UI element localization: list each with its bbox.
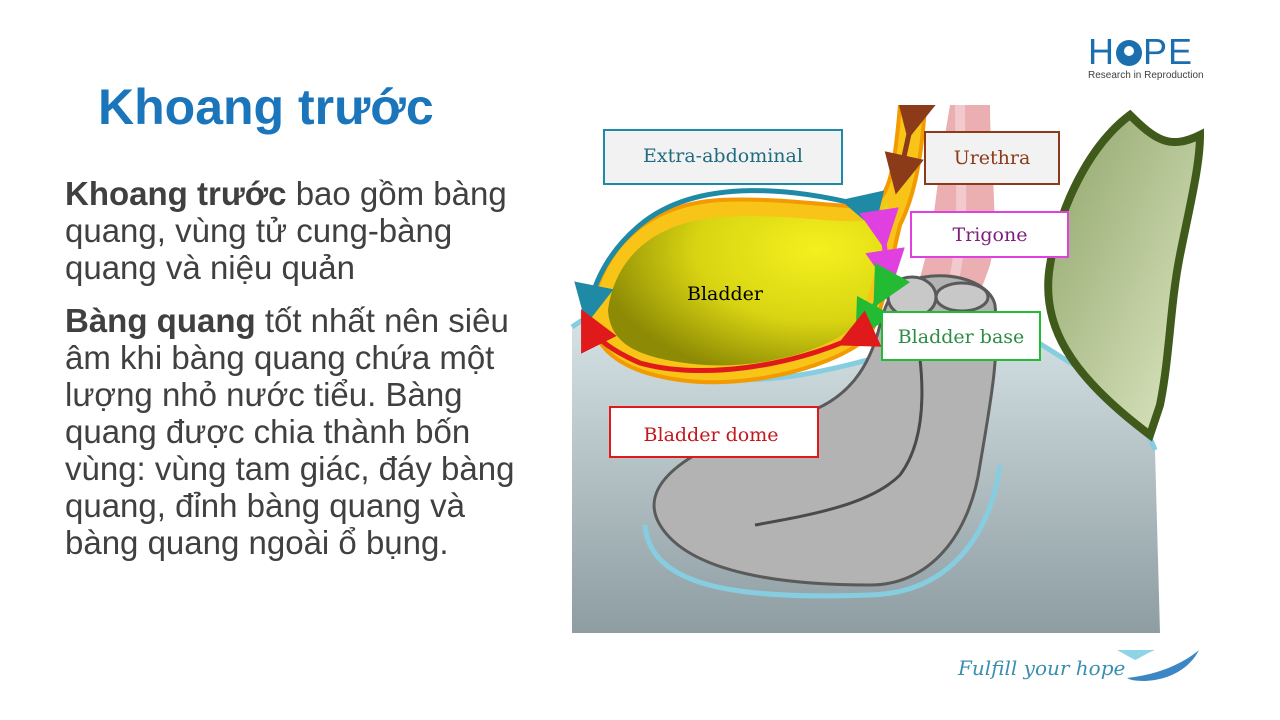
hope-logo <box>1088 31 1208 81</box>
logo-wordmark <box>1088 31 1208 72</box>
slide-body <box>65 175 525 577</box>
logo-letter-h: H <box>1088 31 1115 72</box>
footer-tagline: Fulfill your hope <box>958 656 1126 680</box>
bladder-dome-label: Bladder dome <box>643 424 779 446</box>
slide-title: Khoang trước <box>98 79 434 135</box>
logo-subtitle: Research in Reproduction <box>1088 70 1204 81</box>
cervix-lobe-right <box>936 283 988 311</box>
bladder-label: Bladder <box>686 283 764 305</box>
paragraph-anterior-compartment <box>65 175 525 286</box>
paragraph-1-text: bao gồm bàng quang, vùng tử cung-bàng quang và niệu quản <box>65 175 507 286</box>
trigone-label: Trigone <box>952 224 1028 246</box>
extra-abdominal-label: Extra-abdominal <box>643 145 803 167</box>
logo-letters-pe: PE <box>1143 31 1194 72</box>
wave-logo-icon <box>1115 648 1205 682</box>
bladder-anatomy-diagram <box>570 105 1210 645</box>
urethra-label: Urethra <box>953 147 1031 169</box>
paragraph-2-text: tốt nhất nên siêu âm khi bàng quang chứa một lượng nhỏ nước tiểu. Bàng quang được chia thành bốn vùng: vùng tam giác, đáy bàng quang, đỉnh bàng quang và bàng quang ngoài ổ bụng. <box>65 302 515 561</box>
paragraph-2-bold: Bàng quang <box>65 302 256 339</box>
paragraph-bladder <box>65 302 525 561</box>
paragraph-1-bold: Khoang trước <box>65 175 287 212</box>
eye-icon <box>1116 40 1142 66</box>
bladder-base-label: Bladder base <box>897 326 1025 348</box>
